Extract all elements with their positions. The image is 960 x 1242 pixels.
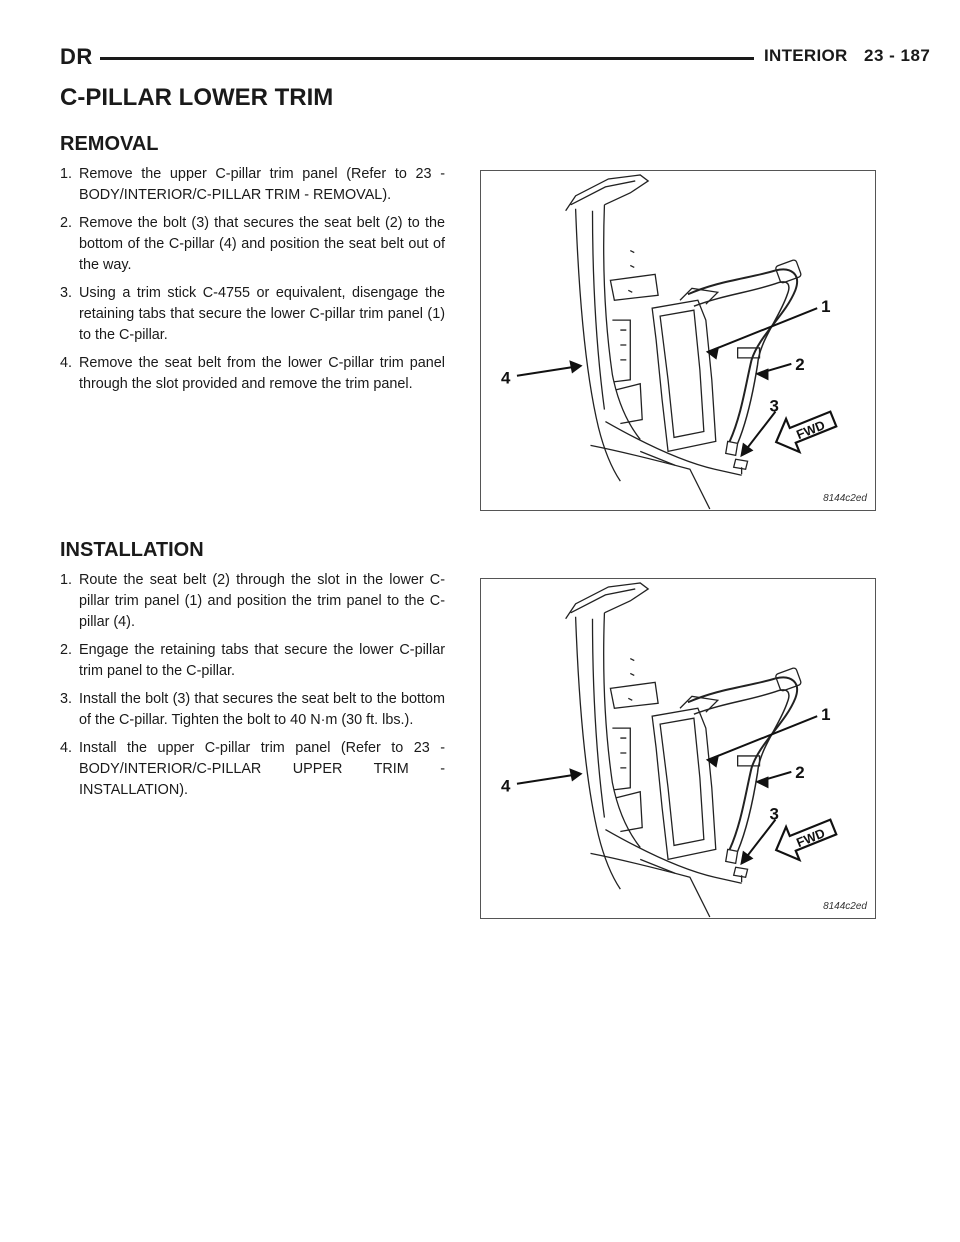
section-name: INTERIOR — [764, 46, 848, 65]
callout-4: 4 — [501, 776, 511, 796]
fwd-arrow-icon — [769, 810, 840, 866]
callout-4: 4 — [501, 368, 511, 388]
step-text: Install the upper C-pillar trim panel (Refer to 23 - BODY/INTERIOR/C-PILLAR UPPER TRIM - INSTALLATION). — [79, 740, 445, 798]
step-number: 4. — [60, 740, 73, 756]
c-pillar-illustration — [481, 171, 875, 510]
removal-step — [60, 283, 445, 346]
callout-3: 3 — [769, 804, 779, 824]
page-number: 23 - 187 — [864, 46, 931, 65]
step-number: 1. — [60, 572, 73, 588]
step-number: 3. — [60, 691, 73, 707]
step-text: Remove the bolt (3) that secures the seat belt (2) to the bottom of the C-pillar (4) and position the seat belt out of the way. — [79, 215, 445, 273]
removal-heading: REMOVAL — [60, 133, 159, 155]
step-number: 4. — [60, 355, 73, 371]
removal-figure — [480, 170, 876, 511]
header-rule — [100, 57, 754, 60]
step-number: 1. — [60, 166, 73, 182]
step-text: Using a trim stick C-4755 or equivalent, disengage the retaining tabs that secure the lower C-pillar trim panel (1) to the C-pillar. — [79, 285, 445, 343]
installation-figure — [480, 578, 876, 919]
page-header — [60, 44, 931, 74]
callout-2: 2 — [795, 762, 805, 782]
c-pillar-illustration — [481, 579, 875, 918]
callout-1: 1 — [821, 705, 831, 725]
callout-1: 1 — [821, 297, 831, 317]
removal-step — [60, 213, 445, 276]
installation-step — [60, 570, 445, 633]
installation-step — [60, 689, 445, 731]
removal-step — [60, 353, 445, 395]
removal-steps — [60, 164, 445, 402]
step-text: Engage the retaining tabs that secure the lower C-pillar trim panel to the C-pillar. — [79, 642, 445, 679]
installation-heading: INSTALLATION — [60, 539, 204, 561]
step-text: Route the seat belt (2) through the slot in the lower C-pillar trim panel (1) and position the trim panel to the C-pillar (4). — [79, 572, 445, 630]
step-text: Remove the upper C-pillar trim panel (Refer to 23 - BODY/INTERIOR/C-PILLAR TRIM - REMOVAL). — [79, 166, 445, 203]
step-number: 2. — [60, 642, 73, 658]
step-text: Install the bolt (3) that secures the seat belt to the bottom of the C-pillar. Tighten the bolt to 40 N·m (30 ft. lbs.). — [79, 691, 445, 728]
step-number: 3. — [60, 285, 73, 301]
vehicle-code: DR — [60, 44, 93, 69]
figure-id: 8144c2ed — [823, 493, 867, 504]
installation-steps — [60, 570, 445, 808]
callout-3: 3 — [769, 396, 779, 416]
callout-2: 2 — [795, 354, 805, 374]
fwd-label: FWD — [794, 825, 828, 851]
figure-id: 8144c2ed — [823, 901, 867, 912]
page-title: C-PILLAR LOWER TRIM — [60, 84, 334, 111]
fwd-arrow-icon — [769, 402, 840, 458]
step-number: 2. — [60, 215, 73, 231]
installation-step — [60, 738, 445, 801]
removal-step — [60, 164, 445, 206]
fwd-label: FWD — [794, 417, 828, 443]
installation-step — [60, 640, 445, 682]
step-text: Remove the seat belt from the lower C-pillar trim panel through the slot provided and remove the trim panel. — [79, 355, 445, 392]
